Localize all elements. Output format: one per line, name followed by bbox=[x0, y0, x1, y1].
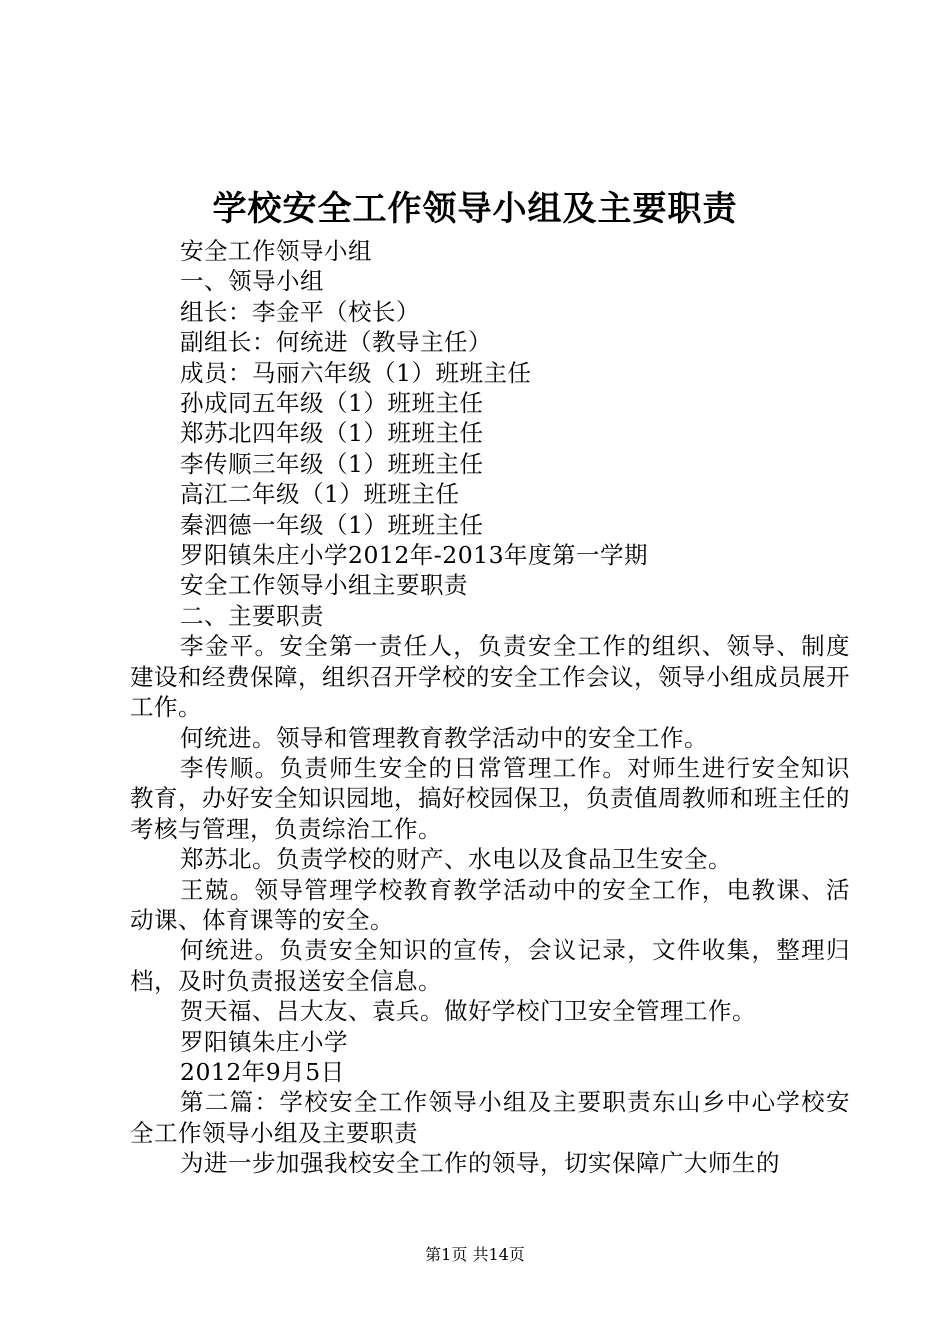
text-line: 郑苏北四年级（1）班班主任 bbox=[180, 419, 484, 448]
text-line: 副组长：何统进（教导主任） bbox=[180, 328, 492, 357]
duty-paragraph: 贺天福、吕大友、袁兵。做好学校门卫安全管理工作。 bbox=[180, 997, 756, 1026]
text-line: 孙成同五年级（1）班班主任 bbox=[180, 389, 484, 418]
text-line: 秦泗德一年级（1）班班主任 bbox=[180, 510, 484, 539]
duty-paragraph: 王兢。领导管理学校教育教学活动中的安全工作，电教课、活动课、体育课等的安全。 bbox=[130, 875, 850, 934]
continuation-paragraph: 为进一步加强我校安全工作的领导，切实保障广大师生的 bbox=[180, 1149, 780, 1178]
document-body bbox=[130, 236, 850, 1179]
text-line: 成员：马丽六年级（1）班班主任 bbox=[180, 358, 532, 387]
section-heading-main-duties: 二、主要职责 bbox=[180, 601, 324, 630]
duty-paragraph: 郑苏北。负责学校的财产、水电以及食品卫生安全。 bbox=[180, 845, 732, 874]
duty-paragraph: 何统进。负责安全知识的宣传，会议记录，文件收集，整理归档，及时负责报送安全信息。 bbox=[130, 936, 850, 995]
text-line: 安全工作领导小组 bbox=[180, 237, 372, 265]
text-line: 罗阳镇朱庄小学2012年-2013年度第一学期 bbox=[180, 541, 649, 570]
duty-paragraph: 李传顺。负责师生安全的日常管理工作。对师生进行安全知识教育，办好安全知识园地，搞好校园保卫，负责值周教师和班主任的考核与管理，负责综治工作。 bbox=[130, 753, 850, 843]
continuation-paragraph: 第二篇：学校安全工作领导小组及主要职责东山乡中心学校安全工作领导小组及主要职责 bbox=[130, 1088, 850, 1147]
duty-paragraph: 何统进。领导和管理教育教学活动中的安全工作。 bbox=[180, 723, 708, 752]
text-line: 李传顺三年级（1）班班主任 bbox=[180, 449, 484, 478]
signature-date: 2012年9月5日 bbox=[180, 1057, 345, 1086]
signature-school: 罗阳镇朱庄小学 bbox=[180, 1027, 348, 1056]
duty-paragraph: 李金平。安全第一责任人，负责安全工作的组织、领导、制度建设和经费保障，组织召开学校的安全工作会议，领导小组成员展开工作。 bbox=[130, 632, 850, 722]
section-heading-leadership-group: 一、领导小组 bbox=[180, 267, 324, 296]
text-line: 组长：李金平（校长） bbox=[180, 297, 420, 326]
document-title: 学校安全工作领导小组及主要职责 bbox=[212, 189, 738, 229]
text-line: 安全工作领导小组主要职责 bbox=[180, 571, 468, 600]
text-line: 高江二年级（1）班班主任 bbox=[180, 480, 460, 509]
page-number: 第1页 共14页 bbox=[425, 1245, 525, 1264]
